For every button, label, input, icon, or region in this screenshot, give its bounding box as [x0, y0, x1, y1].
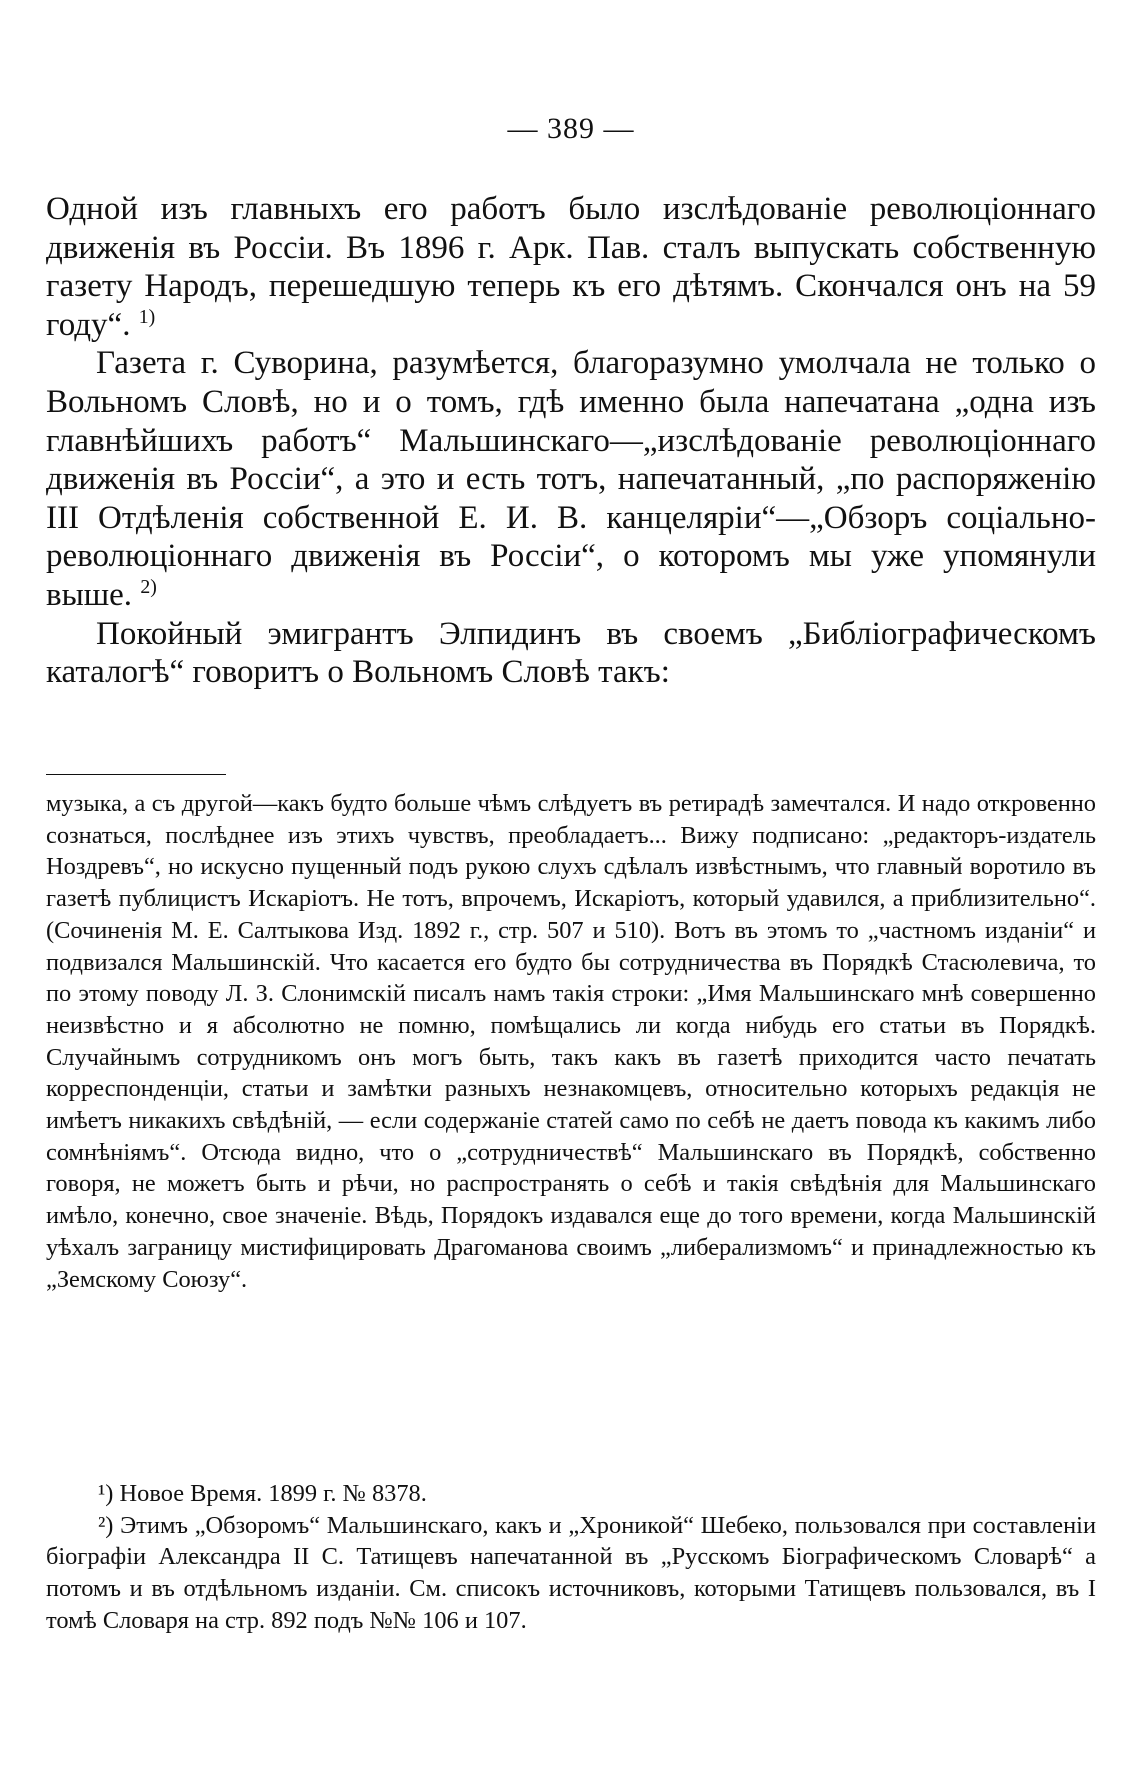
- footnotes: [46, 1478, 1096, 1637]
- paragraph-1: [46, 190, 1096, 344]
- footnote-ref-2: 2): [140, 575, 157, 598]
- footnote-2: [46, 1510, 1096, 1637]
- footnote-1: [46, 1478, 1096, 1510]
- footnote-2-mark: ²): [98, 1511, 114, 1539]
- footnote-2-text: Этимъ „Обзоромъ“ Мальшинскаго, какъ и „Хроникой“ Шебеко, пользовался при составленіи біографіи Александра II С. Татищевъ напечатанной въ „Русскомъ Біографическомъ Словарѣ“ а потомъ и въ отдѣльномъ изданіи. См. списокъ источниковъ, которыми Татищевъ пользовался, въ I томѣ Словаря на стр. 892 подъ №№ 106 и 107.: [46, 1511, 1096, 1634]
- main-text: [46, 190, 1096, 692]
- paragraph-2: [46, 344, 1096, 614]
- footnote-divider: [46, 774, 226, 775]
- footnote-1-text: Новое Время. 1899 г. № 8378.: [119, 1480, 427, 1507]
- page-number: — 389 —: [507, 112, 635, 145]
- paragraph-1-text: Одной изъ главныхъ его работъ было изслѣдованіе революціоннаго движенія въ Россіи. Въ 1896 г. Арк. Пав. сталъ выпускать собственную газету Народъ, перешедшую теперь къ его дѣтямъ. Скончался онъ на 59 году“.: [46, 191, 1096, 343]
- continued-footnote-text: музыка, а съ другой—какъ будто больше чѣмъ слѣдуетъ въ ретирадѣ замечтался. И надо откровенно сознаться, послѣднее изъ этихъ чувствъ, преобладаетъ... Вижу подписано: „редакторъ-издатель Ноздревъ“, но искусно пущенный подъ рукою слухъ сдѣлалъ извѣстнымъ, что главный воротило въ газетѣ публицистъ Искаріотъ. Не тотъ, впрочемъ, Искаріотъ, который удавился, а приблизительно“. (Сочиненія М. Е. Салтыкова Изд. 1892 г., стр. 507 и 510). Вотъ въ этомъ то „частномъ изданіи“ и подвизался Мальшинскій. Что касается его будто бы сотрудничества въ Порядкѣ Стасюлевича, то по этому поводу Л. З. Слонимскій писалъ намъ такія строки: „Имя Мальшинскаго мнѣ совершенно неизвѣстно и я абсолютно не помню, помѣщались ли когда нибудь его статьи въ Порядкѣ. Случайнымъ сотрудникомъ онъ могъ быть, такъ какъ въ газетѣ приходится часто печатать корреспонденціи, статьи и замѣтки разныхъ незнакомцевъ, относительно которыхъ редакція не имѣетъ никакихъ свѣдѣній, — если содержаніе статей само по себѣ не даетъ повода къ какимъ либо сомнѣніямъ“. Отсюда видно, что о „сотрудничествѣ“ Мальшинскаго въ Порядкѣ, собственно говоря, не можетъ быть и рѣчи, но распространять о себѣ и такія свѣдѣнія для Мальшинскаго имѣло, конечно, свое значеніе. Вѣдь, Порядокъ издавался еще до того времени, когда Мальшинскій уѣхалъ заграницу мистифицировать Драгоманова своимъ „либерализмомъ“ и принадлежностью къ „Земскому Союзу“.: [46, 790, 1096, 1293]
- paragraph-3: Покойный эмигрантъ Элпидинъ въ своемъ „Библіографическомъ каталогѣ“ говоритъ о Вольномъ Словѣ такъ:: [46, 615, 1096, 691]
- continued-footnote: [46, 788, 1096, 1295]
- paragraph-2-text: Газета г. Суворина, разумѣется, благоразумно умолчала не только о Вольномъ Словѣ, но и о томъ, гдѣ именно была напечатана „одна изъ главнѣйшихъ работъ“ Мальшинскаго—„изслѣдованіе революціоннаго движенія въ Россіи“, а это и есть тотъ, напечатанный, „по распоряженію III Отдѣленія собственной Е. И. В. канцеляріи“—„Обзоръ соціально-революціоннаго движенія въ Россіи“, о которомъ мы уже упомянули выше.: [46, 345, 1096, 613]
- footnote-ref-1: 1): [138, 305, 156, 328]
- footnote-1-mark: ¹): [98, 1480, 114, 1507]
